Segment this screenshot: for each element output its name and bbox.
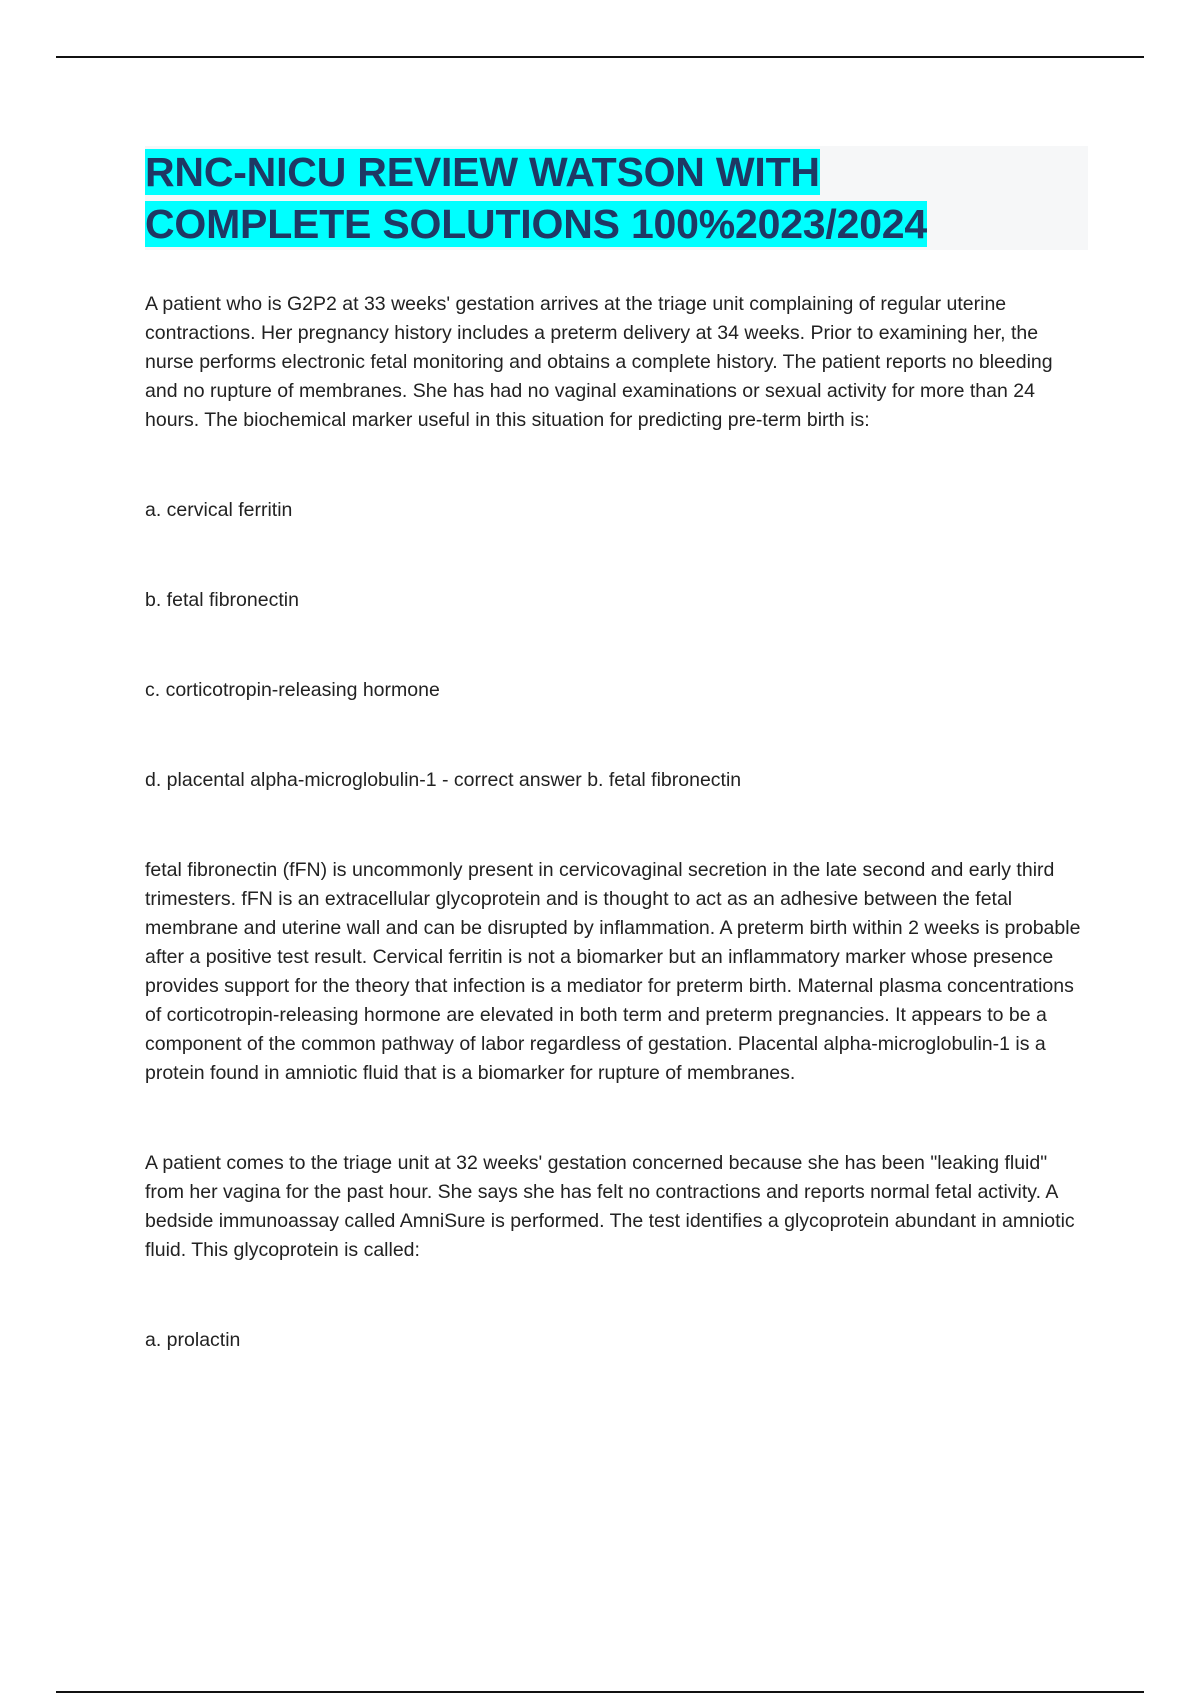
top-rule [56, 56, 1144, 58]
question-1-option-b: b. fetal fibronectin [145, 589, 299, 611]
question-2-option-a: a. prolactin [145, 1329, 241, 1351]
question-2-stem: A patient comes to the triage unit at 32 weeks' gestation concerned because she has been "leaking fluid" from her vagina for the past hour. She says she has felt no contractions and reports normal fetal activity. A bedside immunoassay called AmniSure is performed. The test identifies a glycoprotein abundant in amniotic fluid. This glycoprotein is called: [145, 1152, 1075, 1261]
question-1-option-d-answer: d. placental alpha-microglobulin-1 - correct answer b. fetal fibronectin [145, 769, 742, 791]
title-line-1: RNC-NICU REVIEW WATSON WITH [145, 149, 820, 195]
question-1-explanation: fetal fibronectin (fFN) is uncommonly present in cervicovaginal secretion in the late second and early third trimesters. fFN is an extracellular glycoprotein and is thought to act as an adhesive between the fetal membrane and uterine wall and can be disrupted by inflammation. A preterm birth within 2 weeks is probable after a positive test result. Cervical ferritin is not a biomarker but an inflammatory marker whose presence provides support for the theory that infection is a mediator for preterm birth. Maternal plasma concentrations of corticotropin-releasing hormone are elevated in both term and preterm pregnancies. It appears to be a component of the common pathway of labor regardless of gestation. Placental alpha-microglobulin-1 is a protein found in amniotic fluid that is a biomarker for rupture of membranes. [145, 859, 1081, 1084]
title-line-2: COMPLETE SOLUTIONS 100%2023/2024 [145, 201, 928, 247]
question-1-stem: A patient who is G2P2 at 33 weeks' gestation arrives at the triage unit complaining of regular uterine contractions. Her pregnancy history includes a preterm delivery at 34 weeks. Prior to examining her, the nurse performs electronic fetal monitoring and obtains a complete history. The patient reports no bleeding and no rupture of membranes. She has had no vaginal examinations or sexual activity for more than 24 hours. The biochemical marker useful in this situation for predicting pre-term birth is: [145, 293, 1053, 431]
question-1-option-a: a. cervical ferritin [145, 499, 293, 521]
bottom-rule [56, 1691, 1144, 1693]
question-1-option-c: c. corticotropin-releasing hormone [145, 679, 440, 701]
title-block [145, 146, 1088, 250]
document-page [145, 146, 1088, 1355]
page-title [145, 146, 1088, 250]
